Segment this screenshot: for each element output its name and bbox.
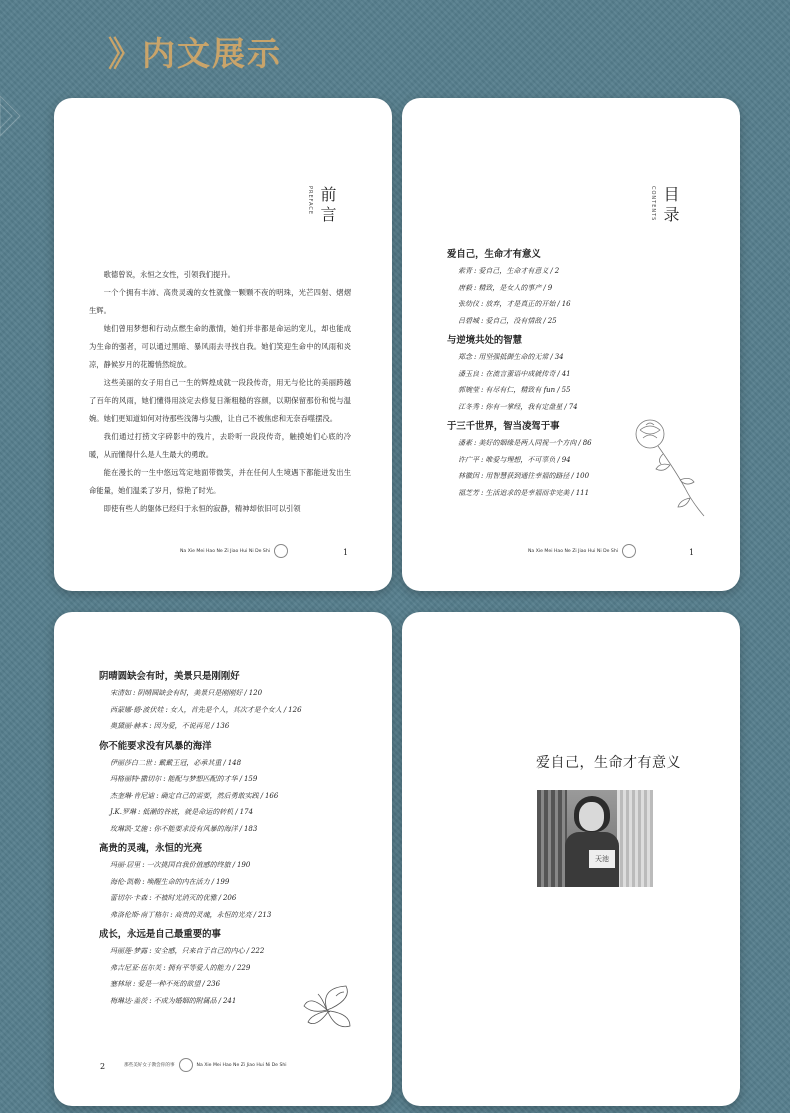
toc-entry[interactable]: 许广平 : 唯爱与理想，不可辜负 / 94	[458, 455, 571, 464]
chapter-photo	[537, 790, 653, 887]
bookshelf-shape	[537, 790, 567, 887]
page-number: 2	[100, 1062, 106, 1071]
footer-text: Na Xie Mei Hao Ne Zi Jiao Hui Ni De Shi	[528, 548, 619, 554]
preface-subtitle: PREFACE	[307, 186, 313, 216]
toc-entry[interactable]: 潘素 : 美好的姻缘是两人同视一个方向 / 86	[458, 439, 592, 447]
butterfly-illustration-icon	[300, 984, 356, 1034]
toc-entry[interactable]: 弗吉尼亚·伍尔芙 : 拥有平等爱人的能力 / 229	[110, 963, 251, 972]
toc-entry[interactable]: 玛格丽特·撒切尔 : 能配与梦想匹配的才华 / 159	[110, 775, 258, 783]
toc-section-title: 高贵的灵魂，永恒的光亮	[99, 843, 203, 854]
toc-section-title: 与逆境共处的智慧	[447, 335, 523, 346]
section-title: 内文展示	[142, 33, 282, 73]
toc-entry[interactable]: 海伦·凯勒 : 唤醒生命的内在活力 / 199	[110, 877, 230, 886]
toc-entry[interactable]: 杰奎琳·肯尼迪 : 确定自己的需要，然后勇敢实践 / 166	[110, 791, 279, 800]
toc-entry[interactable]: 林徽因 : 用智慧获到通往幸福的路径 / 100	[458, 472, 590, 480]
contents-page	[402, 98, 740, 591]
toc-entry[interactable]: J.K.罗琳 : 低潮的谷底，就是命运的转机 / 174	[110, 808, 254, 816]
section-header	[108, 26, 282, 76]
preface-paragraph: 一个个拥有丰沛、高贵灵魂的女性就像一颗颗不夜的明珠，光芒四射、熠熠生辉。	[89, 288, 351, 315]
leaf-decoration-icon	[0, 94, 24, 138]
toc-section-title: 爱自己，生命才有意义	[447, 249, 541, 260]
preface-paragraph: 歌德曾说，永恒之女性，引领我们提升。	[103, 270, 235, 279]
page-footer	[180, 544, 288, 558]
toc-entry[interactable]: 塞林琼 : 爱是一种不死的欲望 / 236	[110, 980, 221, 988]
toc-entry[interactable]: 玫琳凯·艾施 : 你不能要求没有风暴的海洋 / 183	[110, 824, 258, 833]
toc-entry[interactable]: 潘玉良 : 在流言蜚语中成就传奇 / 41	[458, 369, 571, 378]
toc-entry[interactable]: 西蒙娜·德·波伏娃 : 女人，首先是个人，其次才是个女人 / 126	[110, 705, 302, 714]
contents-subtitle: CONTENTS	[650, 186, 656, 222]
preface-paragraph: 即使有些人的躯体已经归于永恒的寂静，精神却依旧可以引领	[103, 504, 301, 513]
portrait-face-shape	[579, 802, 604, 831]
chapter-title: 爱自己，生命才有意义	[536, 755, 681, 771]
page-footer	[528, 544, 636, 558]
toc-entry[interactable]: 郑念 : 用坚强抵御生命的无常 / 34	[458, 353, 564, 361]
flower-logo-icon	[274, 544, 288, 558]
preface-paragraph: 她们曾用梦想和行动点燃生命的激情，她们并非都是命运的宠儿，却也能成为生命的强者，可以通过黑暗、暴风雨去寻找自我。她们笑迎生命中的风雨和炎凉，静候岁月的花瓣悄然绽放。	[89, 324, 351, 369]
preface-body	[89, 266, 351, 518]
toc-entry[interactable]: 玛丽莲·梦露 : 安全感，只来自于自己的内心 / 222	[110, 947, 265, 955]
page-footer	[124, 1058, 287, 1072]
flower-logo-icon	[622, 544, 636, 558]
preface-paragraph: 我们通过打捞文字碎影中的残片，去聆听一段段传奇，触摸她们心底的冷暖，从而懂得什么是人生最大的勇敢。	[89, 432, 351, 459]
toc-entry[interactable]: 玛丽·居里 : 一次挑国自我价值感的终旅 / 190	[110, 861, 251, 869]
toc-entry[interactable]: 郭婉莹 : 有尽有仁，精致有 fun / 55	[458, 386, 571, 394]
footer-text: Na Xie Mei Hao Ne Zi Jiao Hui Ni De Shi	[180, 548, 271, 554]
footer-book-title: 那些美好女子教会你的事	[124, 1063, 175, 1068]
page-number: 1	[343, 548, 349, 557]
toc-entry[interactable]: 奥黛丽·赫本 : 因为爱，不说再见 / 136	[110, 722, 230, 730]
page-number: 1	[689, 548, 695, 557]
chapter-opener-page	[402, 612, 740, 1106]
toc-section-title: 阴晴圆缺会有时，美景只是刚刚好	[99, 671, 240, 682]
footer-text: Na Xie Mei Hao Ne Zi Jiao Hui Ni De Shi	[196, 1062, 287, 1068]
preface-paragraph: 能在漫长的一生中悠远笃定地面带微笑，并在任何人生境遇下都能迸发出生命能量，她们温柔了岁月，惊艳了时光。	[89, 468, 351, 495]
toc-entry[interactable]: 弗洛伦斯·南丁格尔 : 高贵的灵魂，永恒的光亮 / 213	[110, 910, 272, 919]
toc-entry[interactable]: 宋清如 : 阴晴圆缺会有时，美景只是刚刚好 / 120	[110, 689, 263, 697]
toc-entry[interactable]: 伊丽莎白二世 : 戴戴王冠，必承其重 / 148	[110, 758, 242, 767]
toc-entry[interactable]: 索青 : 爱自己，生命才有意义 / 2	[458, 267, 560, 275]
preface-paragraph: 这些美丽的女子用自己一生的辉煌成就一段段传奇，用无与伦比的美丽跨越了百年的风雨，她们懂得用淡定去修复日渐粗糙的容颜，以期保留那份和悦与温婉。她们更知道如何对待那些浅薄与尖酸，让自己不被焦虑和无奈吞噬摆没。	[89, 378, 351, 423]
rose-illustration-icon	[630, 410, 710, 520]
photo-sign: 天池	[589, 850, 615, 868]
toc-entry[interactable]: 梅琳达·盖茨 : 不成为婚姻的附属品 / 241	[110, 996, 237, 1005]
toc-section-title: 你不能要求没有风暴的海洋	[99, 740, 212, 752]
contents-title: 目录	[661, 186, 680, 226]
preface-title: 前言	[318, 186, 337, 226]
contents-heading	[650, 186, 682, 226]
toc-section-title: 于三千世界，智当凌驾于事	[447, 421, 560, 432]
contents-continued-page	[54, 612, 392, 1106]
toc-list	[99, 665, 379, 1009]
curtain-shape	[617, 790, 653, 887]
toc-entry[interactable]: 江冬秀 : 你有一掌经，我有定盘星 / 74	[458, 402, 578, 411]
flower-logo-icon	[179, 1058, 193, 1072]
toc-section-title: 成长，永远是自己最重要的事	[99, 929, 221, 940]
toc-entry[interactable]: 福芝芳 : 生活追求的是幸福而非完美 / 111	[458, 488, 590, 497]
preface-heading	[307, 186, 339, 226]
preface-page	[54, 98, 392, 591]
toc-entry[interactable]: 蕾切尔·卡森 : 不被时光消灭的优雅 / 206	[110, 894, 237, 902]
toc-entry[interactable]: 吕碧城 : 爱自己，没有情敌 / 25	[458, 316, 557, 325]
toc-entry[interactable]: 张幼仪 : 放弃，才是真正的开始 / 16	[458, 300, 571, 308]
chevron-icon: 》	[108, 34, 136, 75]
toc-entry[interactable]: 唐毅 : 精致，是女人的事产 / 9	[458, 283, 553, 292]
